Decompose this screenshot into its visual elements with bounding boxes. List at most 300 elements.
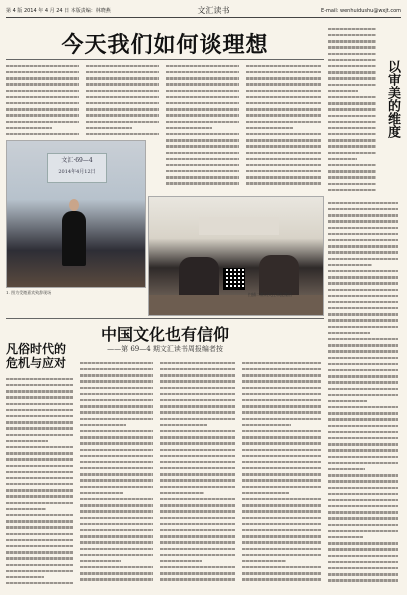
text-line-ink <box>242 442 321 444</box>
text-line-ink <box>328 152 376 154</box>
text-line-ink <box>242 572 321 574</box>
text-line-ink <box>6 77 79 79</box>
text-line-ink <box>80 541 153 543</box>
text-line-ink <box>6 434 73 436</box>
text-line-ink <box>328 555 398 557</box>
text-line-ink <box>328 295 398 297</box>
text-line-ink <box>242 362 321 364</box>
text-line-ink <box>86 108 159 110</box>
text-line-ink <box>86 90 159 92</box>
text-line-ink <box>166 65 239 67</box>
text-line-ink <box>6 96 79 98</box>
text-line-ink <box>328 176 376 178</box>
text-line-ink <box>6 576 44 578</box>
text-line-ink <box>328 164 376 166</box>
text-line-ink <box>328 487 398 489</box>
text-line-ink <box>246 121 321 123</box>
text-line-ink <box>246 158 321 160</box>
text-line-ink <box>86 71 159 73</box>
text-line-ink <box>80 479 153 481</box>
text-line-ink <box>242 578 321 580</box>
text-line-ink <box>80 380 153 382</box>
text-line-ink <box>328 573 398 575</box>
text-line-ink <box>86 102 159 104</box>
side-text-bottom <box>328 200 401 590</box>
text-line-ink <box>166 71 239 73</box>
text-line-ink <box>328 270 398 272</box>
text-line-ink <box>166 102 239 104</box>
text-line <box>86 131 162 137</box>
text-line-ink <box>242 510 321 512</box>
photo-1-caption: 1. 图为受邀嘉宾致辞现场 <box>6 290 52 295</box>
text-line-ink <box>328 480 398 482</box>
text-line-ink <box>328 214 398 216</box>
person-right <box>259 255 299 297</box>
text-line-ink <box>6 452 73 454</box>
text-line <box>328 187 378 193</box>
text-line-ink <box>6 427 73 429</box>
text-line-ink <box>6 114 79 116</box>
text-line-ink <box>160 405 235 407</box>
article-column-2 <box>86 63 162 138</box>
text-line-ink <box>328 548 398 550</box>
text-line-ink <box>80 572 153 574</box>
text-line-ink <box>246 114 321 116</box>
text-line-ink <box>242 405 321 407</box>
text-line-ink <box>328 425 398 427</box>
text-line-ink <box>328 239 398 241</box>
text-line-ink <box>80 504 153 506</box>
text-line-ink <box>328 530 398 532</box>
text-line <box>160 577 238 583</box>
text-line-ink <box>6 533 73 535</box>
text-line-ink <box>6 421 73 423</box>
text-line-ink <box>328 301 398 303</box>
text-line-ink <box>328 90 358 92</box>
text-line-ink <box>246 83 321 85</box>
text-line-ink <box>328 542 398 544</box>
text-line-ink <box>166 152 239 154</box>
text-line-ink <box>6 465 73 467</box>
text-line-ink <box>6 102 79 104</box>
text-line-ink <box>166 83 239 85</box>
qr-code[interactable] <box>223 268 245 290</box>
text-line-ink <box>80 529 153 531</box>
text-line-ink <box>328 524 398 526</box>
text-line-ink <box>328 121 376 123</box>
text-line-ink <box>328 264 372 266</box>
text-line-ink <box>166 133 239 135</box>
text-line-ink <box>246 108 321 110</box>
text-line-ink <box>328 394 398 396</box>
text-line-ink <box>166 108 239 110</box>
text-line-ink <box>6 539 73 541</box>
text-line-ink <box>328 96 376 98</box>
text-line-ink <box>160 393 235 395</box>
text-line-ink <box>242 548 321 550</box>
header-masthead: 文汇读书 <box>197 6 230 15</box>
backdrop <box>199 217 279 235</box>
main-column <box>6 20 324 590</box>
text-line-ink <box>328 363 398 365</box>
text-line-ink <box>86 65 159 67</box>
text-line-ink <box>6 440 48 442</box>
text-line-ink <box>242 368 321 370</box>
text-line-ink <box>160 424 207 426</box>
text-line-ink <box>328 456 398 458</box>
text-line-ink <box>6 526 73 528</box>
text-line-ink <box>160 541 235 543</box>
text-line-ink <box>246 133 321 135</box>
text-line-ink <box>246 77 321 79</box>
text-line-ink <box>328 338 398 340</box>
text-line-ink <box>80 461 153 463</box>
text-line-ink <box>6 483 73 485</box>
text-line-ink <box>242 449 321 451</box>
text-line-ink <box>80 473 153 475</box>
text-line-ink <box>6 582 73 584</box>
text-line-ink <box>328 183 376 185</box>
text-line-ink <box>328 474 398 476</box>
text-line-ink <box>6 557 73 559</box>
text-line-ink <box>6 396 73 398</box>
text-line-ink <box>242 554 321 556</box>
text-line-ink <box>6 520 73 522</box>
text-line-ink <box>328 493 398 495</box>
text-line-ink <box>166 145 239 147</box>
text-line-ink <box>242 418 321 420</box>
text-line-ink <box>246 127 293 129</box>
text-line-ink <box>242 541 321 543</box>
text-line-ink <box>160 504 235 506</box>
text-line-ink <box>80 554 153 556</box>
text-line-ink <box>80 399 153 401</box>
text-line-ink <box>328 40 376 42</box>
second-article-col-1 <box>80 360 156 588</box>
text-line-ink <box>160 548 235 550</box>
text-line-ink <box>328 369 398 371</box>
text-line-ink <box>328 344 398 346</box>
text-line-ink <box>6 551 73 553</box>
text-line-ink <box>246 182 321 184</box>
text-line-ink <box>242 436 321 438</box>
text-line-ink <box>328 233 398 235</box>
text-line-ink <box>328 251 398 253</box>
banner-text: 文汇·69—4 <box>61 157 93 164</box>
text-line-ink <box>328 108 376 110</box>
text-line-ink <box>80 393 153 395</box>
text-line-ink <box>242 479 321 481</box>
text-line-ink <box>246 90 321 92</box>
text-line-ink <box>160 517 235 519</box>
text-line-ink <box>328 158 357 160</box>
text-line-ink <box>328 561 398 563</box>
text-line-ink <box>6 403 73 405</box>
page-header <box>6 4 401 18</box>
text-line <box>242 577 324 583</box>
text-line-ink <box>6 471 73 473</box>
text-line-ink <box>328 139 376 141</box>
side-headline: 以审美的维度 <box>385 60 400 138</box>
text-line-ink <box>6 127 52 129</box>
text-line-ink <box>328 406 398 408</box>
second-article-col-2 <box>160 360 238 588</box>
text-line-ink <box>160 430 235 432</box>
text-line-ink <box>80 535 153 537</box>
text-line-ink <box>328 536 363 538</box>
text-line-ink <box>80 486 153 488</box>
text-line-ink <box>6 121 79 123</box>
text-line-ink <box>80 418 153 420</box>
text-line-ink <box>328 53 376 55</box>
text-line-ink <box>328 145 376 147</box>
text-line-ink <box>80 510 153 512</box>
text-line-ink <box>328 511 398 513</box>
text-line-ink <box>328 208 398 210</box>
text-line-ink <box>246 170 321 172</box>
text-line-ink <box>6 502 73 504</box>
text-line-ink <box>80 492 123 494</box>
text-line-ink <box>86 96 159 98</box>
text-line-ink <box>246 139 321 141</box>
side-column <box>328 20 401 590</box>
text-line-ink <box>328 170 376 172</box>
text-line-ink <box>328 276 398 278</box>
text-line-ink <box>6 458 73 460</box>
text-line-ink <box>80 566 153 568</box>
text-line-ink <box>328 46 376 48</box>
text-line-ink <box>80 424 126 426</box>
text-line-ink <box>160 529 235 531</box>
text-line-ink <box>242 411 321 413</box>
speaker-figure <box>62 211 86 266</box>
text-line-ink <box>328 65 376 67</box>
text-line-ink <box>86 133 159 135</box>
text-line-ink <box>328 326 398 328</box>
text-line-ink <box>160 442 235 444</box>
text-line-ink <box>242 393 321 395</box>
text-line-ink <box>166 139 239 141</box>
text-line-ink <box>160 535 235 537</box>
text-line-ink <box>328 579 398 581</box>
text-line-ink <box>328 102 376 104</box>
text-line-ink <box>160 572 235 574</box>
text-line-ink <box>246 102 321 104</box>
second-subtitle: ——第 69—4 期文汇读书周报编者按 <box>107 345 223 353</box>
text-line-ink <box>80 405 153 407</box>
text-line-ink <box>246 71 321 73</box>
text-line-ink <box>160 467 235 469</box>
text-line-ink <box>328 412 398 414</box>
text-line-ink <box>246 145 321 147</box>
text-line-ink <box>166 77 239 79</box>
text-line-ink <box>328 431 398 433</box>
text-line <box>246 181 324 187</box>
text-line-ink <box>160 523 235 525</box>
text-line-ink <box>166 176 239 178</box>
text-line-ink <box>6 108 79 110</box>
text-line-ink <box>328 332 370 334</box>
text-line-ink <box>242 424 291 426</box>
text-line-ink <box>328 505 398 507</box>
text-line-ink <box>328 127 376 129</box>
text-line-ink <box>160 486 235 488</box>
text-line-ink <box>6 384 73 386</box>
text-line-ink <box>6 409 73 411</box>
text-line-ink <box>328 133 376 135</box>
text-line-ink <box>160 560 202 562</box>
text-line-ink <box>328 245 398 247</box>
text-line-ink <box>328 443 398 445</box>
text-line-ink <box>80 498 153 500</box>
text-line-ink <box>242 486 321 488</box>
text-line-ink <box>160 510 235 512</box>
text-line-ink <box>246 164 321 166</box>
text-line-ink <box>160 380 235 382</box>
text-line-ink <box>328 77 376 79</box>
text-line-ink <box>160 374 235 376</box>
event-photo-2 <box>148 196 324 316</box>
text-line-ink <box>6 83 79 85</box>
text-line-ink <box>80 455 153 457</box>
text-line-ink <box>80 368 153 370</box>
text-line-ink <box>328 71 376 73</box>
article-column-4 <box>246 63 324 193</box>
person-left <box>179 257 219 297</box>
text-line-ink <box>160 461 235 463</box>
text-line-ink <box>328 357 398 359</box>
section-rule <box>6 318 324 319</box>
event-photo-1 <box>6 140 146 288</box>
text-line-ink <box>160 455 235 457</box>
text-line-ink <box>328 115 376 117</box>
text-line-ink <box>80 442 153 444</box>
text-line-ink <box>6 477 73 479</box>
text-line-ink <box>242 523 321 525</box>
text-line-ink <box>160 387 235 389</box>
text-line-ink <box>160 479 235 481</box>
text-line-ink <box>242 498 321 500</box>
text-line-ink <box>160 554 235 556</box>
text-line-ink <box>160 399 235 401</box>
text-line-ink <box>80 467 153 469</box>
text-line-ink <box>242 473 321 475</box>
text-line-ink <box>80 560 121 562</box>
text-line <box>328 577 401 583</box>
text-line-ink <box>80 523 153 525</box>
text-line-ink <box>328 319 398 321</box>
text-line-ink <box>86 127 132 129</box>
text-line-ink <box>80 578 153 580</box>
text-line-ink <box>80 548 153 550</box>
text-line-ink <box>166 170 239 172</box>
text-line <box>6 131 82 137</box>
text-line-ink <box>6 545 73 547</box>
text-line-ink <box>242 387 321 389</box>
text-line-ink <box>328 462 398 464</box>
text-line-ink <box>328 227 398 229</box>
text-line-ink <box>328 437 398 439</box>
text-line-ink <box>242 517 321 519</box>
headline-rule <box>6 59 324 60</box>
text-line-ink <box>166 164 239 166</box>
text-line-ink <box>328 189 376 191</box>
text-line-ink <box>242 504 321 506</box>
text-line-ink <box>160 362 235 364</box>
text-line-ink <box>166 90 239 92</box>
text-line-ink <box>246 96 321 98</box>
text-line-ink <box>6 564 73 566</box>
text-line-ink <box>242 566 321 568</box>
second-headline: 中国文化也有信仰 <box>100 325 229 344</box>
text-line-ink <box>160 436 235 438</box>
text-line-ink <box>6 508 46 510</box>
text-line-ink <box>160 492 204 494</box>
text-line-ink <box>80 430 153 432</box>
left-column-headline: 凡俗时代的危机与应对 <box>6 342 67 370</box>
text-line-ink <box>160 411 235 413</box>
text-line-ink <box>80 517 153 519</box>
text-line <box>166 181 242 187</box>
text-line-ink <box>328 567 398 569</box>
text-line-ink <box>6 390 73 392</box>
text-line-ink <box>242 461 321 463</box>
text-line-ink <box>246 65 321 67</box>
text-line-ink <box>6 90 79 92</box>
text-line-ink <box>242 467 321 469</box>
text-line-ink <box>6 65 79 67</box>
text-line-ink <box>242 492 289 494</box>
headline: 今天我们如何谈理想 <box>61 32 269 58</box>
text-line-ink <box>242 529 321 531</box>
speaker-head <box>69 199 79 211</box>
text-line-ink <box>86 121 159 123</box>
left-column-text <box>6 376 76 588</box>
side-text-top <box>328 26 378 196</box>
text-line-ink <box>328 449 398 451</box>
spacer <box>150 144 160 145</box>
text-line-ink <box>328 381 398 383</box>
text-line-ink <box>86 77 159 79</box>
text-line-ink <box>166 96 239 98</box>
text-line-ink <box>242 535 321 537</box>
text-line-ink <box>328 59 376 61</box>
text-line-ink <box>80 387 153 389</box>
text-line-ink <box>6 489 73 491</box>
text-line-ink <box>328 28 376 30</box>
text-line-ink <box>6 415 73 417</box>
text-line-ink <box>160 578 235 580</box>
banner <box>47 153 107 183</box>
text-line-ink <box>160 566 235 568</box>
text-line-ink <box>328 350 398 352</box>
text-line-ink <box>166 114 239 116</box>
text-line-ink <box>160 498 235 500</box>
text-line-ink <box>328 282 398 284</box>
text-line-ink <box>328 468 365 470</box>
text-line-ink <box>328 499 398 501</box>
header-left: 第 4 版 2014 年 4 月 24 日 本版责编：林晓燕 <box>6 8 111 14</box>
text-line-ink <box>242 560 286 562</box>
text-line-ink <box>80 362 153 364</box>
text-line-ink <box>166 158 239 160</box>
text-line-ink <box>242 455 321 457</box>
text-line-ink <box>328 418 398 420</box>
text-line-ink <box>328 202 398 204</box>
text-line-ink <box>160 473 235 475</box>
text-line-ink <box>6 495 73 497</box>
qr-caption: 扫描二维码关注本报微信 <box>248 292 292 297</box>
